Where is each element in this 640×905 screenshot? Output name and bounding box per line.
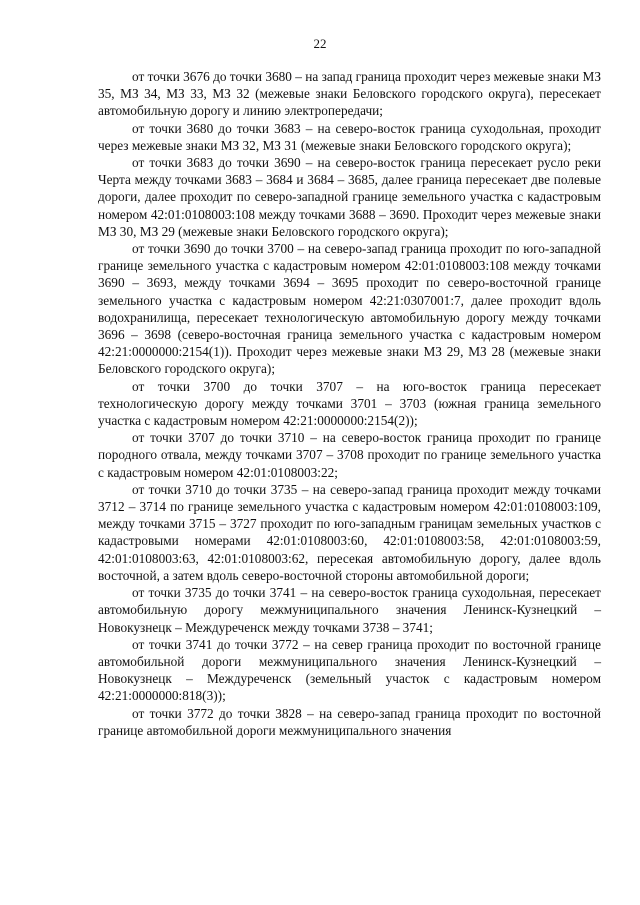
boundary-paragraph: от точки 3683 до точки 3690 – на северо-восток граница пересекает русло реки Черта между точками 3683 – 3684 и 3684 – 3685, далее граница пересекает две полевые дороги, далее проходит по северо-западной границе земельного участка с кадастровым номером 42:01:0108003:108 между точками 3688 – 3690. Проходит через межевые знаки МЗ 30, МЗ 29 (межевые знаки Беловского городского округа); (98, 155, 601, 239)
boundary-paragraph: от точки 3707 до точки 3710 – на северо-восток граница проходит по границе породного отвала, между точками 3707 – 3708 проходит по границе земельного участка с кадастровым номером 42:01:0108003:22; (98, 430, 601, 480)
boundary-paragraph: от точки 3700 до точки 3707 – на юго-восток граница пересекает технологическую дорогу между точками 3701 – 3703 (южная граница земельного участка с кадастровым номером 42:21:0000000:2154(2)); (98, 378, 601, 429)
boundary-paragraph: от точки 3690 до точки 3700 – на северо-запад граница проходит по юго-западной границе земельного участка с кадастровым номером 42:01:0108003:108 между точками 3690 – 3693, между точками 3694 – 3695 проходит по северо-восточной границе земельного участка с кадастровым номером 42:21:0307001:7, далее проходит вдоль водохранилища, пересекает технологическую автомобильную дорогу между точками 3696 – 3698 (северо-восточная граница земельного участка с кадастровым номером 42:21:0000000:2154(1)). Проходит через межевые знаки МЗ 29, МЗ 28 (межевые знаки Беловского городского округа); (98, 241, 601, 377)
boundary-paragraph: от точки 3735 до точки 3741 – на северо-восток граница суходольная, пересекает автомобильную дорогу межмуниципального значения Ленинск-Кузнецкий – Новокузнецк – Междуреченск между точками 3738 – 3741; (98, 585, 601, 635)
boundary-paragraph: от точки 3680 до точки 3683 – на северо-восток граница суходольная, проходит через межевые знаки МЗ 32, МЗ 31 (межевые знаки Беловского городского округа); (98, 120, 601, 153)
page-number: 22 (313, 36, 327, 51)
boundary-paragraph: от точки 3676 до точки 3680 – на запад граница проходит через межевые знаки МЗ 35, МЗ 34, МЗ 33, МЗ 32 (межевые знаки Беловского городского округа), пересекает автомобильную дорогу и линию электропередачи; (98, 69, 601, 119)
document-body (98, 68, 601, 739)
boundary-paragraph: от точки 3741 до точки 3772 – на север граница проходит по восточной границе автомобильной дороги межмуниципального значения Ленинск-Кузнецкий – Новокузнецк – Междуреченск (земельный участок с кадастровым номером 42:21:0000000:818(3)); (98, 636, 601, 704)
boundary-paragraph: от точки 3772 до точки 3828 – на северо-запад граница проходит по восточной границе автомобильной дороги межмуниципального значения (98, 705, 601, 738)
boundary-paragraph: от точки 3710 до точки 3735 – на северо-запад граница проходит между точками 3712 – 3714 по границе земельного участка с кадастровым номером 42:01:0108003:109, между точками 3715 – 3727 проходит по юго-западным границам земельных участков с кадастровыми номерами 42:01:0108003:60, 42:01:0108003:58, 42:01:0108003:59, 42:01:0108003:63, 42:01:0108003:62, пересекая автомобильную дорогу, далее вдоль восточной, а затем вдоль северо-восточной стороны автомобильной дороги; (98, 481, 601, 583)
